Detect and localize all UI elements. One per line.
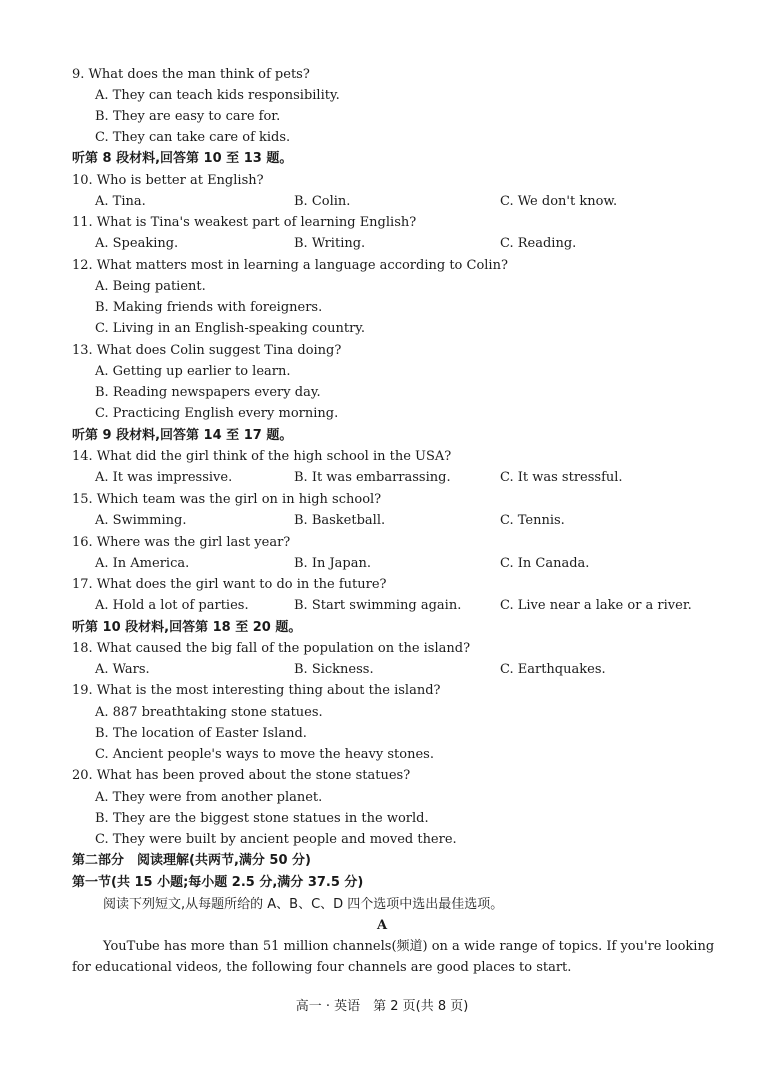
- option: B. They are easy to care for.: [95, 109, 281, 124]
- option: A. Tina.: [95, 194, 146, 209]
- option: B. They are the biggest stone statues in the world.: [95, 811, 429, 826]
- question-17: 17. What does the girl want to do in the future?: [72, 577, 387, 592]
- question-11: 11. What is Tina's weakest part of learning English?: [72, 215, 417, 230]
- option: B. Sickness.: [294, 662, 374, 677]
- option: C. Ancient people's ways to move the heavy stones.: [95, 747, 434, 762]
- option: A. Wars.: [95, 662, 150, 677]
- option: A. In America.: [95, 556, 190, 571]
- option: A. Getting up earlier to learn.: [95, 364, 291, 379]
- option: B. Start swimming again.: [294, 598, 462, 613]
- section-header: 听第 9 段材料,回答第 14 至 17 题。: [72, 428, 293, 443]
- question-10: 10. Who is better at English?: [72, 173, 264, 188]
- option: A. Hold a lot of parties.: [95, 598, 249, 613]
- question-14: 14. What did the girl think of the high school in the USA?: [72, 449, 452, 464]
- option: C. Practicing English every morning.: [95, 406, 339, 421]
- option: C. Tennis.: [500, 513, 565, 528]
- option: B. Writing.: [294, 236, 366, 251]
- section-header: 听第 8 段材料,回答第 10 至 13 题。: [72, 151, 293, 166]
- page-footer: 高一 · 英语 第 2 页(共 8 页): [295, 999, 469, 1014]
- question-12: 12. What matters most in learning a language according to Colin?: [72, 258, 508, 273]
- option: A. Being patient.: [95, 279, 206, 294]
- part-title: 第二部分 阅读理解(共两节,满分 50 分): [72, 853, 311, 868]
- option: B. Basketball.: [294, 513, 386, 528]
- option: C. Reading.: [500, 236, 577, 251]
- section-header: 听第 10 段材料,回答第 18 至 20 题。: [72, 620, 302, 635]
- question-16: 16. Where was the girl last year?: [72, 535, 291, 550]
- option: B. Colin.: [294, 194, 351, 209]
- option: B. In Japan.: [294, 556, 371, 571]
- question-19: 19. What is the most interesting thing about the island?: [72, 683, 441, 698]
- option: B. It was embarrassing.: [294, 470, 451, 485]
- option: C. Earthquakes.: [500, 662, 606, 677]
- option: A. 887 breathtaking stone statues.: [95, 705, 323, 720]
- option: C. In Canada.: [500, 556, 590, 571]
- option: A. They were from another planet.: [95, 790, 323, 805]
- passage-label: A: [376, 918, 388, 933]
- option: C. It was stressful.: [500, 470, 623, 485]
- option: A. Swimming.: [95, 513, 187, 528]
- section-title: 第一节(共 15 小题;每小题 2.5 分,满分 37.5 分): [72, 875, 364, 890]
- question-13: 13. What does Colin suggest Tina doing?: [72, 343, 342, 358]
- option: B. Reading newspapers every day.: [95, 385, 321, 400]
- option: C. They can take care of kids.: [95, 130, 291, 145]
- option: A. Speaking.: [95, 236, 179, 251]
- option: C. They were built by ancient people and moved there.: [95, 832, 457, 847]
- option: C. We don't know.: [500, 194, 618, 209]
- option: C. Live near a lake or a river.: [500, 598, 692, 613]
- question-9: 9. What does the man think of pets?: [72, 67, 310, 82]
- question-18: 18. What caused the big fall of the population on the island?: [72, 641, 471, 656]
- instruction: 阅读下列短文,从每题所给的 A、B、C、D 四个选项中选出最佳选项。: [103, 897, 504, 912]
- option: A. It was impressive.: [95, 470, 233, 485]
- option: B. Making friends with foreigners.: [95, 300, 323, 315]
- question-20: 20. What has been proved about the stone statues?: [72, 768, 411, 783]
- passage-text: YouTube has more than 51 million channels(频道) on a wide range of topics. If you're looking: [103, 939, 715, 954]
- option: C. Living in an English-speaking country.: [95, 321, 366, 336]
- option: A. They can teach kids responsibility.: [95, 88, 340, 103]
- question-15: 15. Which team was the girl on in high school?: [72, 492, 382, 507]
- passage-text: for educational videos, the following four channels are good places to start.: [72, 960, 572, 975]
- option: B. The location of Easter Island.: [95, 726, 307, 741]
